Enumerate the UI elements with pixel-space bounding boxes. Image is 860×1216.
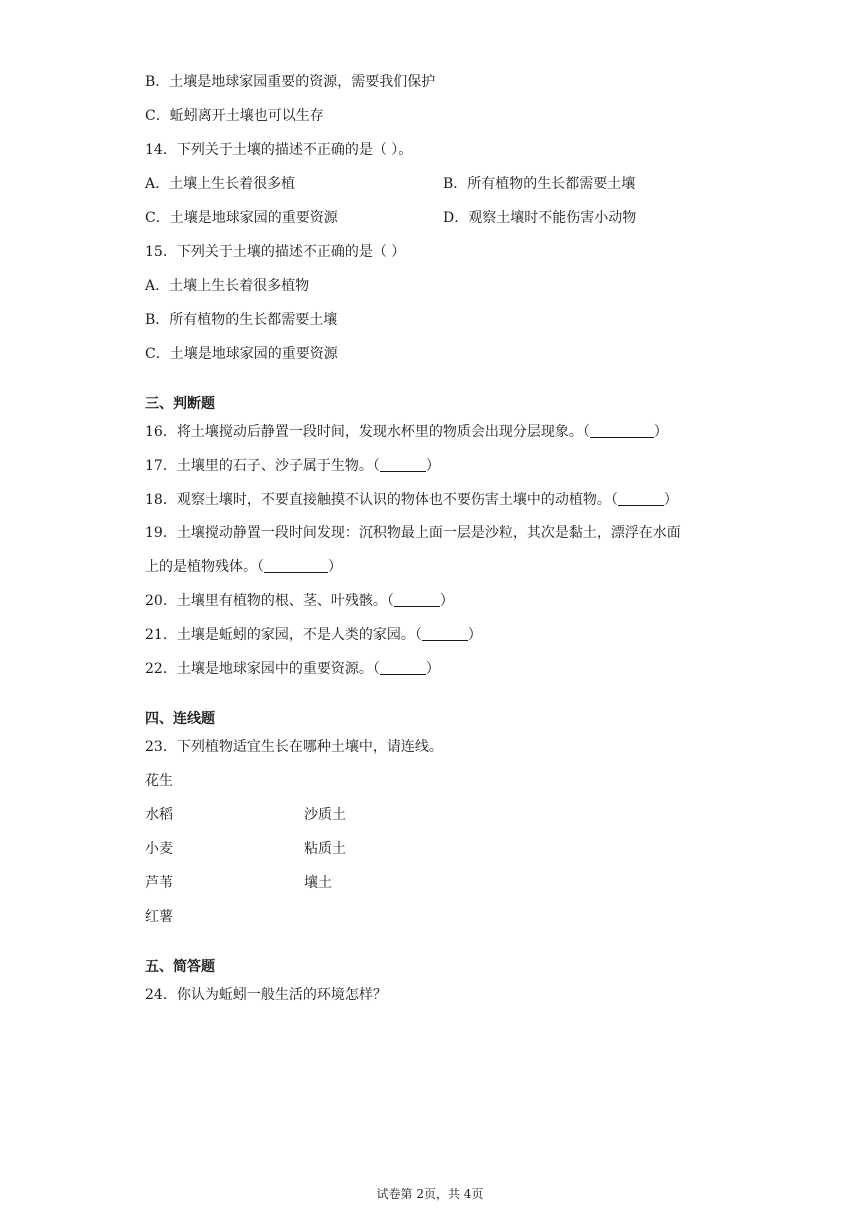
q19-answer-blank[interactable] [264,558,328,573]
q21-close: ） [467,627,482,643]
q22 [145,659,440,679]
q14-option-d: D．观察土壤时不能伤害小动物 [443,210,637,226]
q17-answer-blank[interactable] [380,457,426,472]
q20-answer-blank[interactable] [394,592,440,607]
plant-item[interactable]: 花生 [145,773,173,789]
q24-stem: 24．你认为蚯蚓一般生活的环境怎样？ [145,987,387,1003]
q21 [145,625,482,645]
q16 [145,422,668,442]
q16-text: 16．将土壤搅动后静置一段时间，发现水杯里的物质会出现分层现象。（ [145,424,590,440]
plant-item[interactable]: 小麦 [145,841,173,857]
q21-answer-blank[interactable] [422,626,468,641]
q22-close: ） [425,661,440,677]
q17-close: ） [425,458,440,474]
q20 [145,591,454,611]
q15-stem: 15．下列关于土壤的描述不正确的是（ ） [145,244,406,260]
q19-text: 上的是植物残体。（ [145,559,264,575]
q17 [145,456,440,476]
q15-option-a: A．土壤上生长着很多植物 [145,278,310,294]
q13-option-b: B．土壤是地球家园重要的资源，需要我们保护 [145,74,436,90]
q21-text: 21．土壤是蚯蚓的家园，不是人类的家园。（ [145,627,422,643]
q13-option-c: C．蚯蚓离开土壤也可以生存 [145,108,324,124]
q23-stem: 23．下列植物适宜生长在哪种土壤中，请连线。 [145,739,443,755]
q18-text: 18．观察土壤时，不要直接触摸不认识的物体也不要伤害土壤中的动植物。（ [145,492,618,508]
q15-option-b: B．所有植物的生长都需要土壤 [145,312,338,328]
q15-option-c: C．土壤是地球家园的重要资源 [145,346,338,362]
plant-item[interactable]: 水稻 [145,807,173,823]
q18 [145,490,678,510]
q14-option-c: C．土壤是地球家园的重要资源 [145,210,338,226]
soil-item[interactable]: 沙质土 [304,807,346,823]
q17-text: 17．土壤里的石子、沙子属于生物。（ [145,458,380,474]
section-3-title: 三、判断题 [145,396,215,412]
q14-option-a: A．土壤上生长着很多植 [145,176,296,192]
page-footer: 试卷第 2页，共 4页 [376,1187,484,1201]
q18-answer-blank[interactable] [618,491,664,506]
q18-close: ） [663,492,678,508]
q20-close: ） [439,593,454,609]
q16-answer-blank[interactable] [590,423,654,438]
q22-answer-blank[interactable] [380,660,426,675]
plant-item[interactable]: 红薯 [145,909,173,925]
plant-item[interactable]: 芦苇 [145,875,173,891]
q19-close: ） [328,559,342,575]
q20-text: 20．土壤里有植物的根、茎、叶残骸。（ [145,593,394,609]
section-5-title: 五、简答题 [145,959,215,975]
soil-item[interactable]: 壤土 [304,875,332,891]
q22-text: 22．土壤是地球家园中的重要资源。（ [145,661,380,677]
q19-line-1: 19．土壤搅动静置一段时间发现：沉积物最上面一层是沙粒，其次是黏土，漂浮在水面 [145,525,681,541]
q14-stem: 14．下列关于土壤的描述不正确的是（ ）。 [145,142,413,158]
q14-option-b: B．所有植物的生长都需要土壤 [443,176,636,192]
q19-line-2 [145,557,342,577]
soil-item[interactable]: 粘质土 [304,841,346,857]
section-4-title: 四、连线题 [145,711,215,727]
q16-close: ） [653,424,668,440]
